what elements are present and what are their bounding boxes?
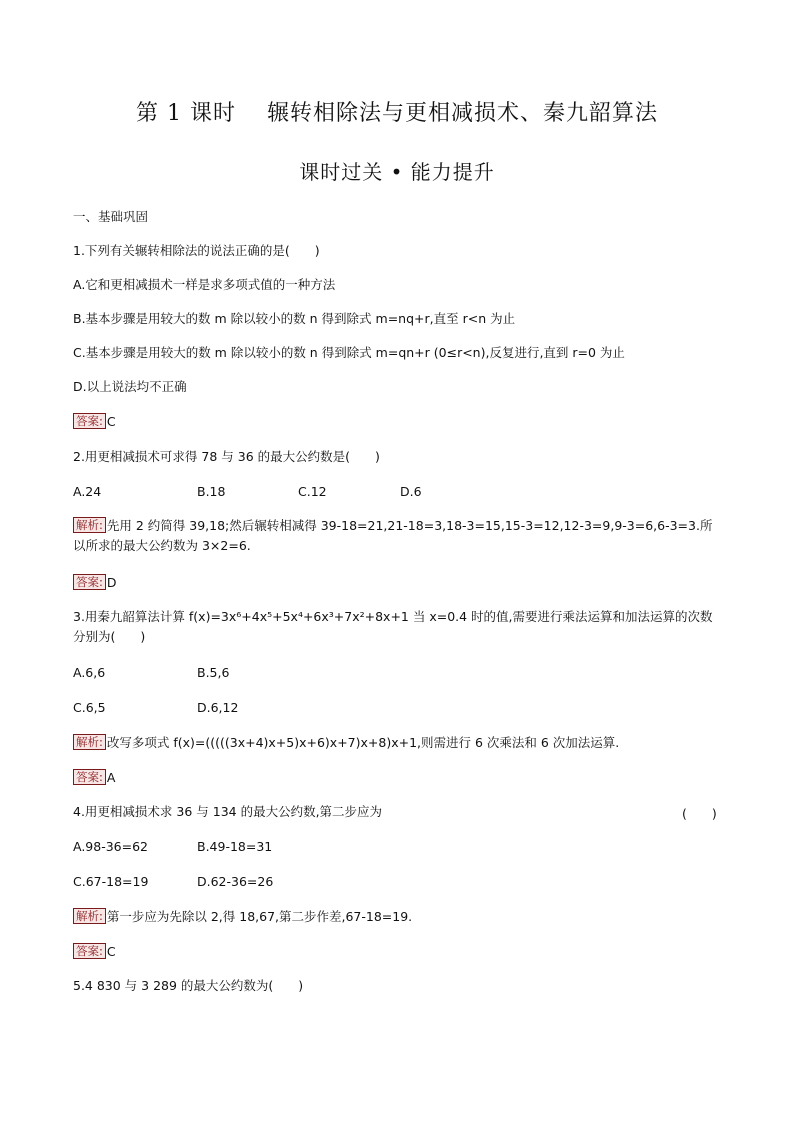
q3-answer-value: A — [106, 770, 116, 785]
q2-option-c: C.12 — [298, 484, 327, 499]
q4-answer-value: C — [106, 944, 116, 959]
q2-stem: 2.用更相减损术可求得 78 与 36 的最大公约数是( ) — [73, 449, 380, 464]
answer-tag: 答案: — [73, 413, 106, 429]
q2-analysis-text: 先用 2 约简得 39,18;然后辗转相减得 39-18=21,21-18=3,18-3=15,15-3=12,12-3=9,9-3=6,6-3=3.所以所求的最大公约数为 3×2=6. — [73, 518, 713, 553]
section-heading: 一、基础巩固 — [73, 209, 149, 224]
q2-answer-value: D — [106, 575, 117, 590]
q1-option-b: B.基本步骤是用较大的数 m 除以较小的数 n 得到除式 m=nq+r,直至 r<n 为止 — [73, 311, 516, 326]
q1-option-c: C.基本步骤是用较大的数 m 除以较小的数 n 得到除式 m=qn+r (0≤r<n),反复进行,直到 r=0 为止 — [73, 345, 625, 360]
q4-option-c: C.67-18=19 — [73, 874, 149, 889]
q2-option-a: A.24 — [73, 484, 102, 499]
answer-tag: 答案: — [73, 769, 106, 785]
q3-option-c: C.6,5 — [73, 700, 106, 715]
page-subtitle: 课时过关 • 能力提升 — [299, 160, 495, 184]
q3-answer — [73, 769, 115, 786]
answer-tag: 答案: — [73, 574, 106, 590]
q3-analysis — [73, 734, 619, 751]
q2-answer — [73, 574, 117, 591]
q1-stem: 1.下列有关辗转相除法的说法正确的是( ) — [73, 243, 320, 258]
q3-analysis-text: 改写多项式 f(x)=(((((3x+4)x+5)x+6)x+7)x+8)x+1,则需进行 6 次乘法和 6 次加法运算. — [106, 735, 620, 750]
q2-option-d: D.6 — [400, 484, 422, 499]
q1-answer-value: C — [106, 414, 116, 429]
q5-stem: 5.4 830 与 3 289 的最大公约数为( ) — [73, 978, 304, 993]
answer-tag: 答案: — [73, 943, 106, 959]
q3-stem: 3.用秦九韶算法计算 f(x)=3x⁶+4x⁵+5x⁴+6x³+7x²+8x+1 当 x=0.4 时的值,需要进行乘法运算和加法运算的次数分别为( ) — [73, 609, 713, 644]
q4-option-a: A.98-36=62 — [73, 839, 149, 854]
q4-stem: 4.用更相减损术求 36 与 134 的最大公约数,第二步应为 — [73, 804, 383, 819]
analysis-tag: 解析: — [73, 908, 106, 924]
q1-option-d: D.以上说法均不正确 — [73, 379, 187, 394]
q4-analysis-text: 第一步应为先除以 2,得 18,67,第二步作差,67-18=19. — [106, 909, 413, 924]
analysis-tag: 解析: — [73, 517, 106, 533]
q4-option-b: B.49-18=31 — [197, 839, 273, 854]
q4-answer-blank: ( ) — [682, 806, 717, 821]
analysis-tag: 解析: — [73, 734, 106, 750]
q3-option-b: B.5,6 — [197, 665, 230, 680]
q1-answer — [73, 413, 116, 430]
q4-analysis — [73, 908, 412, 925]
page-title: 第 1 课时 辗转相除法与更相减损术、秦九韶算法 — [136, 101, 658, 126]
q3-option-a: A.6,6 — [73, 665, 106, 680]
q3-option-d: D.6,12 — [197, 700, 239, 715]
q4-answer — [73, 943, 116, 960]
q2-analysis — [73, 516, 723, 556]
q4-option-d: D.62-36=26 — [197, 874, 274, 889]
q1-option-a: A.它和更相减损术一样是求多项式值的一种方法 — [73, 277, 336, 292]
q2-option-b: B.18 — [197, 484, 226, 499]
